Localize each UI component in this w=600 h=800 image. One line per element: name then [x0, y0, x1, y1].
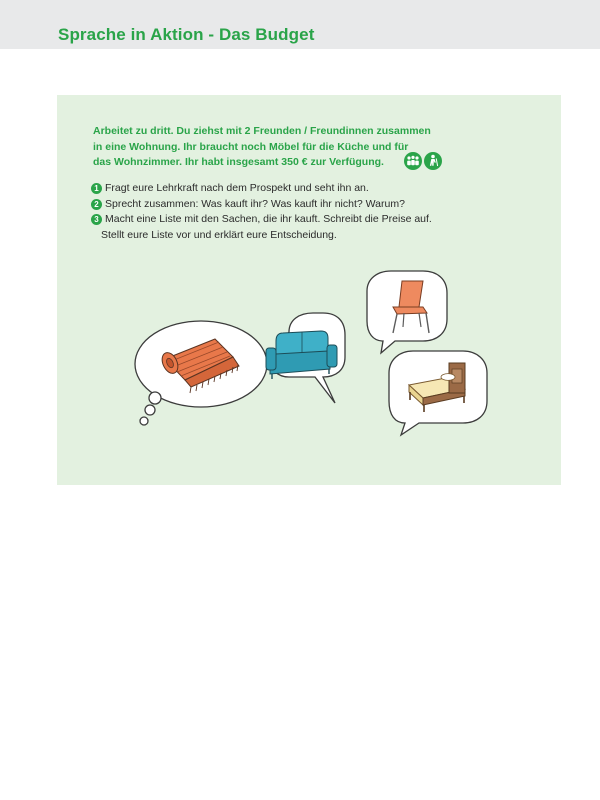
page-title: Sprache in Aktion - Das Budget — [58, 25, 315, 44]
step-number: 3 — [91, 214, 102, 225]
step-text-continued: Stellt eure Liste vor und erklärt eure Entscheidung. — [101, 228, 337, 241]
step-text: Fragt eure Lehrkraft nach dem Prospekt und seht ihn an. — [105, 182, 369, 194]
step-text: Macht eine Liste mit den Sachen, die ihr kauft. Schreibt die Preise auf. — [105, 213, 432, 225]
intro-line: das Wohnzimmer. Ihr habt insgesamt 350 € zur Verfügung. — [93, 156, 384, 168]
step-number: 2 — [91, 199, 102, 210]
task-box — [57, 95, 561, 485]
step-number: 1 — [91, 183, 102, 194]
intro-line: in eine Wohnung. Ihr braucht noch Möbel für die Küche und für — [93, 140, 409, 153]
furniture-illustrations — [57, 95, 561, 485]
intro-line: Arbeitet zu dritt. Du ziehst mit 2 Freunden / Freundinnen zusammen — [93, 125, 431, 137]
step-text: Sprecht zusammen: Was kauft ihr? Was kauft ihr nicht? Warum? — [105, 197, 405, 210]
